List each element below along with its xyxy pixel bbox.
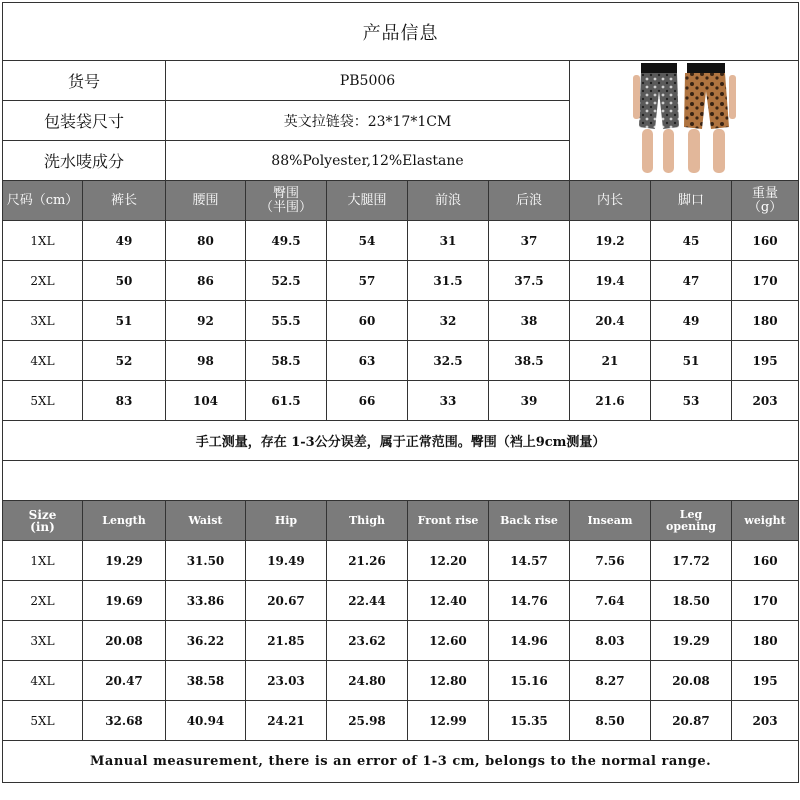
item-number-label: 货号 bbox=[3, 61, 166, 101]
table-cell: 160 bbox=[732, 221, 799, 261]
table-cell: 52.5 bbox=[246, 261, 327, 301]
table-cell: 22.44 bbox=[327, 581, 408, 621]
table-row bbox=[3, 221, 799, 261]
table-cell: 38.5 bbox=[489, 341, 570, 381]
table-cell: 203 bbox=[732, 381, 799, 421]
in-header-leg-opening: Leg opening bbox=[651, 501, 732, 541]
table-cell: 7.56 bbox=[570, 541, 651, 581]
package-size-value: 英文拉链袋：23*17*1CM bbox=[166, 101, 570, 141]
table-cell: 53 bbox=[651, 381, 732, 421]
table-cell: 37 bbox=[489, 221, 570, 261]
table-cell: 195 bbox=[732, 661, 799, 701]
table-cell: 57 bbox=[327, 261, 408, 301]
size-cell: 2XL bbox=[3, 261, 83, 301]
cm-header-length: 裤长 bbox=[83, 181, 166, 221]
fabric-content-label: 洗水唛成分 bbox=[3, 141, 166, 181]
table-cell: 49 bbox=[651, 301, 732, 341]
table-cell: 24.21 bbox=[246, 701, 327, 741]
size-cell: 5XL bbox=[3, 381, 83, 421]
table-cell: 15.16 bbox=[489, 661, 570, 701]
table-cell: 180 bbox=[732, 301, 799, 341]
table-cell: 36.22 bbox=[166, 621, 246, 661]
table-row bbox=[3, 581, 799, 621]
table-cell: 19.4 bbox=[570, 261, 651, 301]
table-row bbox=[3, 261, 799, 301]
table-cell: 20.87 bbox=[651, 701, 732, 741]
table-cell: 7.64 bbox=[570, 581, 651, 621]
table-cell: 37.5 bbox=[489, 261, 570, 301]
table-cell: 170 bbox=[732, 261, 799, 301]
table-cell: 32.68 bbox=[83, 701, 166, 741]
table-cell: 31.5 bbox=[408, 261, 489, 301]
table-cell: 33.86 bbox=[166, 581, 246, 621]
table-cell: 80 bbox=[166, 221, 246, 261]
table-cell: 55.5 bbox=[246, 301, 327, 341]
in-measurement-note: Manual measurement, there is an error of 1-3 cm, belongs to the normal range. bbox=[3, 741, 799, 783]
in-header-size: Size (in) bbox=[3, 501, 83, 541]
size-cell: 3XL bbox=[3, 301, 83, 341]
size-cell: 4XL bbox=[3, 341, 83, 381]
table-cell: 66 bbox=[327, 381, 408, 421]
table-cell: 47 bbox=[651, 261, 732, 301]
table-cell: 60 bbox=[327, 301, 408, 341]
sheet-title: 产品信息 bbox=[3, 3, 799, 61]
table-cell: 23.03 bbox=[246, 661, 327, 701]
table-cell: 50 bbox=[83, 261, 166, 301]
table-cell: 19.2 bbox=[570, 221, 651, 261]
cm-header-waist: 腰围 bbox=[166, 181, 246, 221]
table-cell: 39 bbox=[489, 381, 570, 421]
table-cell: 25.98 bbox=[327, 701, 408, 741]
table-cell: 21.6 bbox=[570, 381, 651, 421]
table-cell: 180 bbox=[732, 621, 799, 661]
table-cell: 21.26 bbox=[327, 541, 408, 581]
table-cell: 23.62 bbox=[327, 621, 408, 661]
table-cell: 51 bbox=[651, 341, 732, 381]
size-cell: 2XL bbox=[3, 581, 83, 621]
cm-header-hip: 臀围 （半围） bbox=[246, 181, 327, 221]
cm-header-thigh: 大腿围 bbox=[327, 181, 408, 221]
table-cell: 45 bbox=[651, 221, 732, 261]
table-row bbox=[3, 541, 799, 581]
in-header-waist: Waist bbox=[166, 501, 246, 541]
table-cell: 21 bbox=[570, 341, 651, 381]
table-cell: 98 bbox=[166, 341, 246, 381]
table-cell: 8.50 bbox=[570, 701, 651, 741]
table-cell: 19.29 bbox=[83, 541, 166, 581]
table-cell: 18.50 bbox=[651, 581, 732, 621]
table-cell: 14.57 bbox=[489, 541, 570, 581]
table-row bbox=[3, 621, 799, 661]
table-cell: 14.96 bbox=[489, 621, 570, 661]
table-cell: 19.69 bbox=[83, 581, 166, 621]
size-cell: 3XL bbox=[3, 621, 83, 661]
table-cell: 49.5 bbox=[246, 221, 327, 261]
table-row bbox=[3, 381, 799, 421]
size-cell: 5XL bbox=[3, 701, 83, 741]
table-cell: 170 bbox=[732, 581, 799, 621]
table-row bbox=[3, 701, 799, 741]
table-cell: 12.60 bbox=[408, 621, 489, 661]
table-cell: 12.20 bbox=[408, 541, 489, 581]
table-cell: 104 bbox=[166, 381, 246, 421]
product-photo-icon bbox=[629, 61, 739, 177]
in-header-front-rise: Front rise bbox=[408, 501, 489, 541]
table-cell: 83 bbox=[83, 381, 166, 421]
table-cell: 24.80 bbox=[327, 661, 408, 701]
table-cell: 20.4 bbox=[570, 301, 651, 341]
table-cell: 31 bbox=[408, 221, 489, 261]
table-cell: 20.67 bbox=[246, 581, 327, 621]
cm-header-weight: 重量 （g） bbox=[732, 181, 799, 221]
table-cell: 15.35 bbox=[489, 701, 570, 741]
in-header-hip: Hip bbox=[246, 501, 327, 541]
table-cell: 61.5 bbox=[246, 381, 327, 421]
item-number-value: PB5006 bbox=[166, 61, 570, 101]
table-row bbox=[3, 661, 799, 701]
package-size-label: 包装袋尺寸 bbox=[3, 101, 166, 141]
cm-measurement-note: 手工测量，存在 1-3公分误差，属于正常范围。臀围（裆上9cm测量） bbox=[3, 421, 799, 461]
in-header-thigh: Thigh bbox=[327, 501, 408, 541]
table-cell: 38.58 bbox=[166, 661, 246, 701]
table-cell: 20.47 bbox=[83, 661, 166, 701]
table-cell: 21.85 bbox=[246, 621, 327, 661]
table-cell: 195 bbox=[732, 341, 799, 381]
cm-header-inseam: 内长 bbox=[570, 181, 651, 221]
table-cell: 32.5 bbox=[408, 341, 489, 381]
fabric-content-value: 88%Polyester,12%Elastane bbox=[166, 141, 570, 181]
in-header-length: Length bbox=[83, 501, 166, 541]
in-header-weight: weight bbox=[732, 501, 799, 541]
table-cell: 8.27 bbox=[570, 661, 651, 701]
in-header-back-rise: Back rise bbox=[489, 501, 570, 541]
table-cell: 12.40 bbox=[408, 581, 489, 621]
table-cell: 38 bbox=[489, 301, 570, 341]
product-photo bbox=[570, 61, 799, 181]
table-cell: 49 bbox=[83, 221, 166, 261]
table-cell: 63 bbox=[327, 341, 408, 381]
table-cell: 19.29 bbox=[651, 621, 732, 661]
table-cell: 17.72 bbox=[651, 541, 732, 581]
table-cell: 51 bbox=[83, 301, 166, 341]
cm-header-front-rise: 前浪 bbox=[408, 181, 489, 221]
in-table-header bbox=[3, 501, 799, 541]
table-cell: 12.80 bbox=[408, 661, 489, 701]
in-header-inseam: Inseam bbox=[570, 501, 651, 541]
size-cell: 1XL bbox=[3, 541, 83, 581]
section-spacer bbox=[3, 461, 799, 501]
table-cell: 40.94 bbox=[166, 701, 246, 741]
table-cell: 19.49 bbox=[246, 541, 327, 581]
table-cell: 31.50 bbox=[166, 541, 246, 581]
cm-table-header bbox=[3, 181, 799, 221]
size-cell: 1XL bbox=[3, 221, 83, 261]
cm-header-leg-opening: 脚口 bbox=[651, 181, 732, 221]
table-row bbox=[3, 341, 799, 381]
size-cell: 4XL bbox=[3, 661, 83, 701]
table-cell: 20.08 bbox=[651, 661, 732, 701]
table-cell: 52 bbox=[83, 341, 166, 381]
table-cell: 8.03 bbox=[570, 621, 651, 661]
table-cell: 33 bbox=[408, 381, 489, 421]
table-cell: 14.76 bbox=[489, 581, 570, 621]
table-cell: 92 bbox=[166, 301, 246, 341]
table-cell: 32 bbox=[408, 301, 489, 341]
table-cell: 160 bbox=[732, 541, 799, 581]
product-info-sheet bbox=[2, 2, 799, 783]
table-cell: 58.5 bbox=[246, 341, 327, 381]
table-cell: 54 bbox=[327, 221, 408, 261]
cm-header-back-rise: 后浪 bbox=[489, 181, 570, 221]
table-cell: 12.99 bbox=[408, 701, 489, 741]
cm-header-size: 尺码（cm） bbox=[3, 181, 83, 221]
table-cell: 86 bbox=[166, 261, 246, 301]
table-cell: 20.08 bbox=[83, 621, 166, 661]
table-cell: 203 bbox=[732, 701, 799, 741]
table-row bbox=[3, 301, 799, 341]
